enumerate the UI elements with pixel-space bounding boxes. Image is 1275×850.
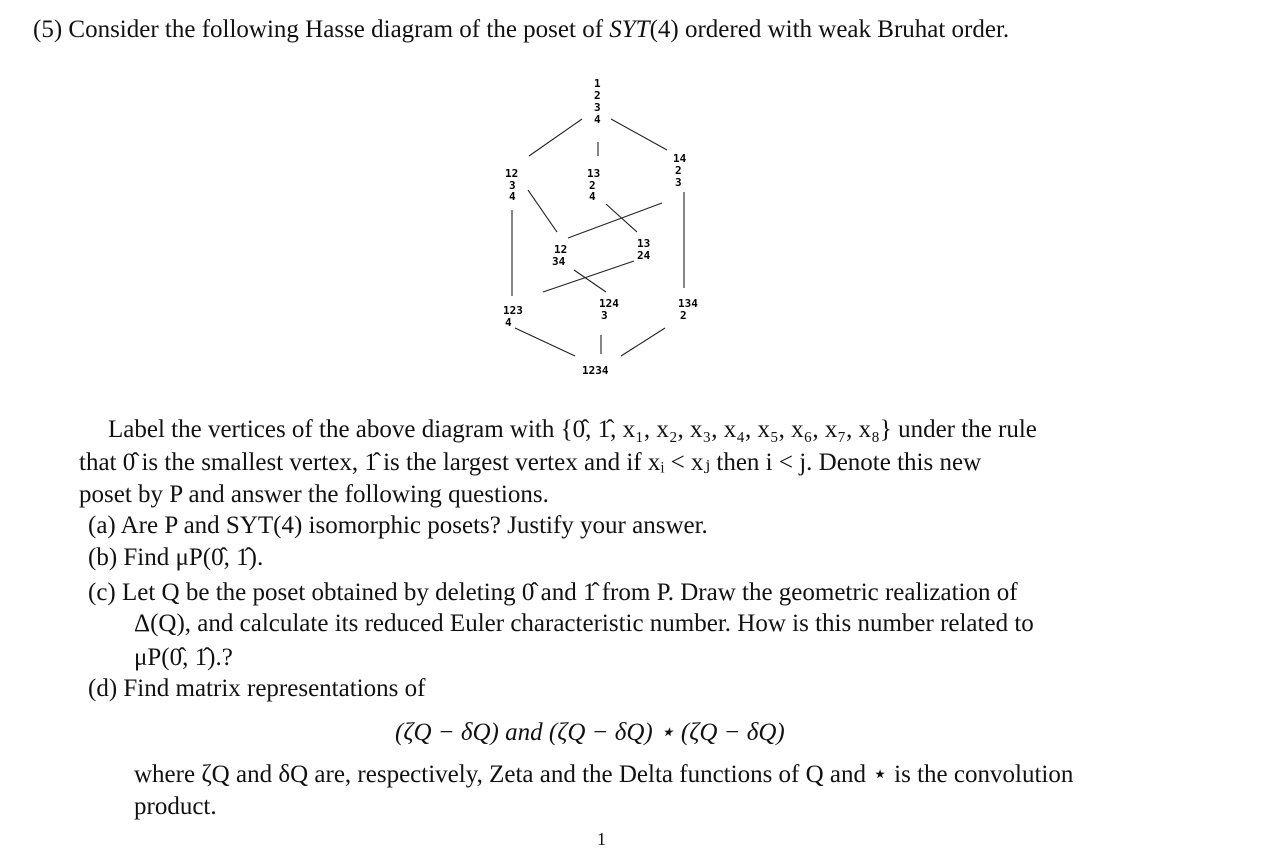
node-124-3 xyxy=(599,297,619,322)
node-123-4 xyxy=(503,304,523,329)
question-c-line-2: Δ(Q), and calculate its reduced Euler characteristic number. How is this number related to xyxy=(134,610,1034,637)
node-top xyxy=(594,77,601,126)
node-13-2-4-row-1: 2 xyxy=(589,179,596,192)
where-line-2: product. xyxy=(134,793,217,820)
node-124-3-row-1: 3 xyxy=(601,309,608,322)
node-13-24-row-1: 24 xyxy=(637,249,651,262)
formula: (ζQ − δQ) and (ζQ − δQ) ⋆ (ζQ − δQ) xyxy=(395,719,785,746)
node-13-2-4 xyxy=(587,167,600,203)
question-c-line-1: (c) Let Q be the poset obtained by deleting 0̂ and 1̂ from P. Draw the geometric realization of xyxy=(88,579,1018,606)
node-14-2-3-row-1: 2 xyxy=(675,164,682,177)
node-14-2-3-row-2: 3 xyxy=(675,176,682,189)
node-134-2-row-1: 2 xyxy=(680,309,687,322)
intro-after: ordered with weak Bruhat order. xyxy=(678,16,1010,43)
hasse-edges xyxy=(512,119,684,356)
edge-1234-to-1234b xyxy=(528,190,557,232)
node-bottom xyxy=(582,364,609,377)
where-line-1: where ζQ and δQ are, respectively, Zeta and the Delta functions of Q and ⋆ is the convolution xyxy=(134,761,1074,788)
node-top-row-0: 1 xyxy=(594,77,601,90)
node-134-2 xyxy=(678,297,698,322)
problem-number: (5) xyxy=(33,16,63,43)
label-line-3: poset by P and answer the following questions. xyxy=(79,481,549,508)
node-12-34-row-1: 34 xyxy=(552,255,566,268)
node-top-row-3: 4 xyxy=(594,113,601,126)
edge-cross-2 xyxy=(568,203,662,238)
node-13-2-4-row-2: 4 xyxy=(589,190,596,203)
edge-bottom-left xyxy=(515,328,575,356)
intro-math: SYT xyxy=(609,16,650,43)
node-12-3-4-row-2: 4 xyxy=(509,190,516,203)
intro-arg: (4) xyxy=(649,16,679,43)
edge-top-right xyxy=(611,119,667,150)
node-top-row-1: 2 xyxy=(594,89,601,102)
edge-top-left xyxy=(529,119,582,156)
question-d: (d) Find matrix representations of xyxy=(88,675,426,702)
label-line-1: Label the vertices of the above diagram with {0̂, 1̂, x₁, x₂, x₃, x₄, x₅, x₆, x₇, x₈} under the rule xyxy=(108,416,1037,443)
node-bottom-row-0: 1234 xyxy=(582,364,609,377)
intro-before: Consider the following Hasse diagram of the poset of xyxy=(68,16,610,43)
node-14-2-3 xyxy=(673,152,687,189)
node-13-2-4-row-0: 13 xyxy=(587,167,601,180)
node-123-4-row-1: 4 xyxy=(505,316,512,329)
node-14-2-3-row-0: 14 xyxy=(673,152,687,165)
node-12-34-row-0: 12 xyxy=(554,243,568,256)
node-12-34 xyxy=(552,243,567,268)
question-c-line-3: μP(0̂, 1̂).? xyxy=(134,644,233,671)
node-124-3-row-0: 124 xyxy=(599,297,619,310)
page-number: 1 xyxy=(597,829,606,849)
question-b: (b) Find μP(0̂, 1̂). xyxy=(88,544,264,571)
label-line-2: that 0̂ is the smallest vertex, 1̂ is the largest vertex and if xᵢ < xⱼ then i < j. Denote this new xyxy=(79,449,982,476)
node-13-24-row-0: 13 xyxy=(637,237,651,250)
node-134-2-row-0: 134 xyxy=(678,297,698,310)
node-123-4-row-0: 123 xyxy=(503,304,523,317)
edge-cross-4 xyxy=(574,270,606,292)
question-a: (a) Are P and SYT(4) isomorphic posets? Justify your answer. xyxy=(88,512,708,539)
node-12-3-4 xyxy=(505,167,518,203)
node-12-3-4-row-1: 3 xyxy=(509,179,516,192)
node-12-3-4-row-0: 12 xyxy=(505,167,519,180)
hasse-diagram xyxy=(0,0,1275,390)
edge-bottom-right xyxy=(621,328,665,356)
node-13-24 xyxy=(637,237,651,262)
node-top-row-2: 3 xyxy=(594,101,601,114)
